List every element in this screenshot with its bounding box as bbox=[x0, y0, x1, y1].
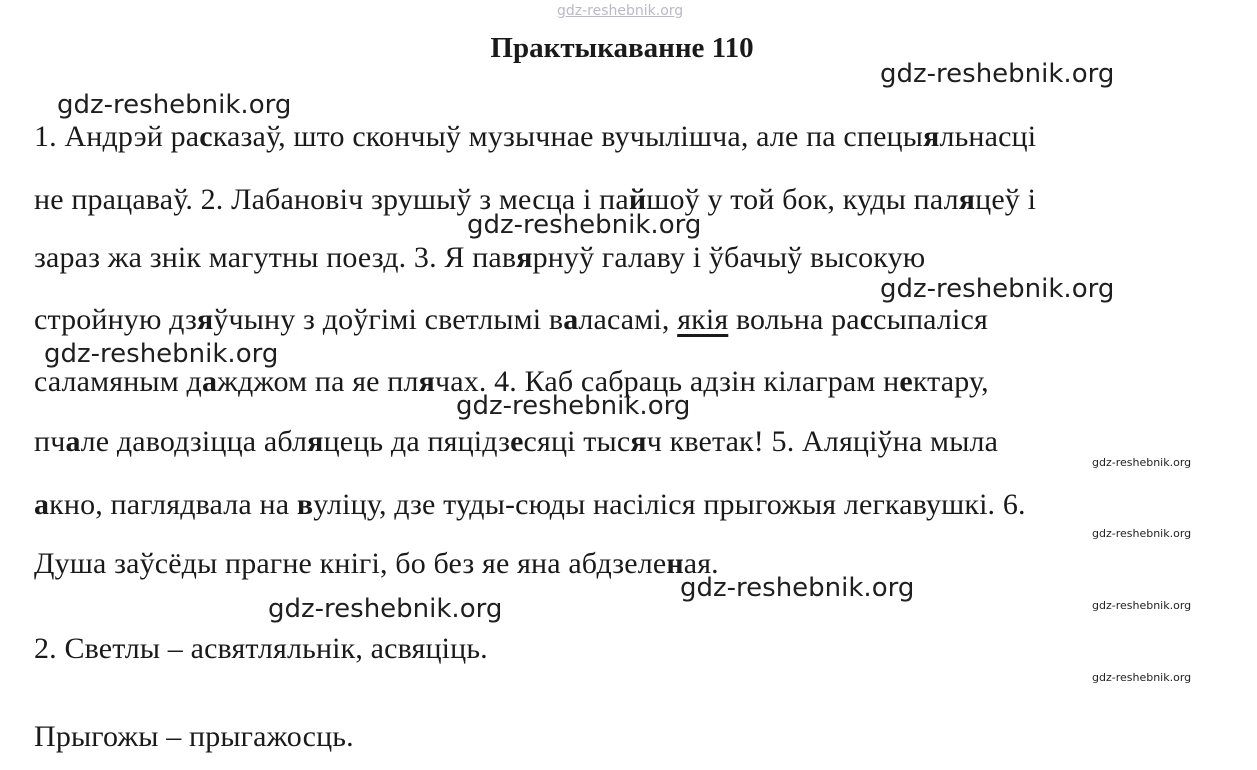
watermark-small: gdz-reshebnik.org bbox=[1092, 527, 1192, 540]
text-line-1 bbox=[34, 120, 1214, 154]
text-run: ктару, bbox=[912, 365, 989, 398]
watermark-text: gdz-reshebnik.org bbox=[680, 573, 915, 603]
text-run: зараз жа знік магутны поезд. 3. Я пав bbox=[34, 241, 517, 274]
bold-letter: а bbox=[65, 425, 81, 458]
text-run: Душа заўсёды прагне кнігі, бо без яе яна абдзеле bbox=[34, 547, 667, 580]
watermark-text: gdz-reshebnik.org bbox=[467, 210, 702, 240]
bold-letter: а bbox=[34, 488, 50, 521]
text-run: цеў і bbox=[975, 183, 1037, 216]
bold-letter: я bbox=[307, 425, 324, 458]
underlined-word: якія bbox=[677, 303, 729, 336]
text-line-3 bbox=[34, 241, 1214, 275]
bold-letter: я bbox=[196, 303, 214, 336]
text-run: шоў у той бок, куды пал bbox=[646, 183, 959, 216]
text-run: жджом па яе пл bbox=[217, 365, 419, 398]
text-run: уліцу, дзе туды-сюды насіліся прыгожыя легкавушкі. 6. bbox=[313, 488, 1026, 521]
watermark-small: gdz-reshebnik.org bbox=[1092, 599, 1192, 612]
text-run: цець да пяцідз bbox=[323, 425, 511, 458]
bold-letter: я bbox=[418, 365, 435, 398]
text-run: стройную дз bbox=[34, 303, 197, 336]
bold-letter: я bbox=[958, 183, 976, 216]
watermark-text: gdz-reshebnik.org bbox=[456, 391, 691, 421]
watermark-text: gdz-reshebnik.org bbox=[880, 59, 1115, 89]
watermark-text: gdz-reshebnik.org bbox=[268, 594, 503, 624]
text-run: кно, паглядвала на bbox=[49, 488, 297, 521]
text-run: казаў, што скончыў музычнае вучылішча, але па спецы bbox=[212, 120, 924, 153]
watermark-text: gdz-reshebnik.org bbox=[880, 274, 1115, 304]
bold-letter: с bbox=[859, 303, 874, 336]
text-line-9: 2. Светлы – асвятляльнік, асвяцiць. bbox=[34, 632, 488, 665]
text-run: не працаваў. 2. Лабановіч зрушыў з месца і па bbox=[34, 183, 629, 216]
watermark-small: gdz-reshebnik.org bbox=[1092, 671, 1192, 684]
text-line-6 bbox=[34, 425, 1214, 459]
bold-letter: в bbox=[296, 488, 314, 521]
watermark-text: gdz-reshebnik.org bbox=[44, 339, 279, 369]
page-title: Практыкаванне 110 bbox=[490, 32, 754, 64]
text-run: ласамі, bbox=[578, 303, 678, 336]
bold-letter: й bbox=[628, 183, 647, 216]
text-run: льнасці bbox=[939, 120, 1037, 153]
text-run: сяці тыс bbox=[523, 425, 631, 458]
text-run: чах. 4. Каб сабраць адзін кілаграм н bbox=[435, 365, 900, 398]
text-line-10: Прыгожы – прыгажосць. bbox=[34, 720, 354, 753]
text-run: ч кветак! 5. Аляціўна мыла bbox=[646, 425, 999, 458]
text-run: саламяным д bbox=[34, 365, 202, 398]
bold-letter: я bbox=[630, 425, 647, 458]
bold-letter: я bbox=[516, 241, 533, 274]
text-run: рнуў галаву і ўбачыў высокую bbox=[532, 241, 926, 274]
bold-letter: а bbox=[201, 365, 218, 398]
text-run: сыпаліся bbox=[873, 303, 988, 336]
site-link[interactable]: gdz-reshebnik.org bbox=[557, 3, 684, 19]
text-run: ўчыну з доўгімі светлымі в bbox=[213, 303, 564, 336]
bold-letter: н bbox=[666, 547, 684, 580]
text-run: пч bbox=[34, 425, 66, 458]
bold-letter: а bbox=[563, 303, 579, 336]
text-run: вольна ра bbox=[728, 303, 860, 336]
watermark-small: gdz-reshebnik.org bbox=[1092, 456, 1192, 469]
text-line-7 bbox=[34, 488, 1214, 522]
bold-letter: я bbox=[923, 120, 940, 153]
watermark-text: gdz-reshebnik.org bbox=[57, 90, 292, 120]
bold-letter: е bbox=[510, 425, 524, 458]
text-run: ле даводзіцца абл bbox=[80, 425, 308, 458]
text-run: 1. Андрэй ра bbox=[34, 120, 200, 153]
bold-letter: е bbox=[899, 365, 913, 398]
text-run: ая. bbox=[683, 547, 719, 580]
text-line-4 bbox=[34, 303, 1214, 337]
bold-letter: с bbox=[199, 120, 213, 153]
text-line-8 bbox=[34, 547, 1214, 581]
